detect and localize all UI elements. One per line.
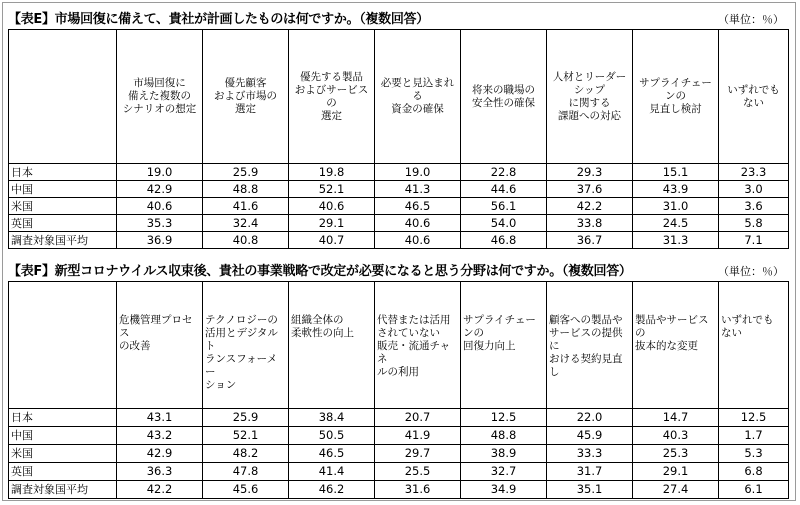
table-cell: 43.9	[633, 181, 719, 198]
table-cell: 12.5	[461, 409, 547, 427]
table-cell: 38.9	[461, 445, 547, 463]
table-row	[9, 481, 789, 499]
table-cell: 45.9	[547, 427, 633, 445]
table-cell: 32.7	[461, 463, 547, 481]
table-cell: 41.4	[289, 463, 375, 481]
table-cell: 43.2	[117, 427, 203, 445]
table-e-header-cell: 市場回復に 備えた複数の シナリオの想定	[117, 30, 203, 164]
table-cell: 24.5	[633, 215, 719, 232]
table-cell: 31.0	[633, 198, 719, 215]
table-e-section	[8, 8, 790, 246]
table-cell: 12.5	[719, 409, 789, 427]
table-f-header-cell: テクノロジーの 活用とデジタルト ランスフォーメー ション	[203, 282, 289, 409]
table-cell: 54.0	[461, 215, 547, 232]
table-cell: 46.5	[375, 198, 461, 215]
table-cell: 44.6	[461, 181, 547, 198]
table-cell: 29.1	[289, 215, 375, 232]
table-cell: 56.1	[461, 198, 547, 215]
table-cell: 22.8	[461, 164, 547, 181]
row-label: 米国	[9, 445, 117, 463]
table-e	[8, 29, 789, 249]
table-cell: 40.6	[375, 215, 461, 232]
table-cell: 47.8	[203, 463, 289, 481]
table-e-header-cell: サプライチェーンの 見直し検討	[633, 30, 719, 164]
table-cell: 46.8	[461, 232, 547, 249]
table-cell: 31.6	[375, 481, 461, 499]
table-e-unit: （単位：％）	[718, 13, 784, 26]
table-e-header-cell: 人材とリーダーシップ に関する 課題への対応	[547, 30, 633, 164]
table-cell: 1.7	[719, 427, 789, 445]
table-cell: 5.8	[719, 215, 789, 232]
table-cell: 41.9	[375, 427, 461, 445]
table-cell: 38.4	[289, 409, 375, 427]
row-label: 中国	[9, 181, 117, 198]
table-e-header-cell: 将来の職場の 安全性の確保	[461, 30, 547, 164]
table-cell: 6.1	[719, 481, 789, 499]
table-cell: 41.6	[203, 198, 289, 215]
table-cell: 27.4	[633, 481, 719, 499]
row-label: 調査対象国平均	[9, 481, 117, 499]
table-cell: 42.9	[117, 445, 203, 463]
table-row	[9, 215, 789, 232]
table-cell: 29.1	[633, 463, 719, 481]
table-cell: 29.7	[375, 445, 461, 463]
table-cell: 36.7	[547, 232, 633, 249]
table-cell: 46.2	[289, 481, 375, 499]
table-cell: 42.9	[117, 181, 203, 198]
table-f-corner-cell	[9, 282, 117, 409]
table-f-title: 【表F】新型コロナウイルス収束後、貴社の事業戦略で改定が必要になると思う分野は何ですか。（複数回答）	[8, 264, 632, 279]
table-cell: 40.6	[375, 232, 461, 249]
table-cell: 40.6	[289, 198, 375, 215]
table-e-header-row	[9, 30, 789, 164]
table-f-section	[8, 260, 790, 498]
table-cell: 37.6	[547, 181, 633, 198]
table-cell: 25.5	[375, 463, 461, 481]
table-row	[9, 181, 789, 198]
table-cell: 20.7	[375, 409, 461, 427]
table-cell: 42.2	[117, 481, 203, 499]
table-f-header-cell: 危機管理プロセス の改善	[117, 282, 203, 409]
table-cell: 40.6	[117, 198, 203, 215]
table-cell: 14.7	[633, 409, 719, 427]
row-label: 中国	[9, 427, 117, 445]
table-cell: 40.7	[289, 232, 375, 249]
table-cell: 33.3	[547, 445, 633, 463]
table-cell: 40.8	[203, 232, 289, 249]
table-cell: 32.4	[203, 215, 289, 232]
table-cell: 7.1	[719, 232, 789, 249]
table-cell: 34.9	[461, 481, 547, 499]
table-cell: 3.6	[719, 198, 789, 215]
table-cell: 23.3	[719, 164, 789, 181]
table-cell: 3.0	[719, 181, 789, 198]
table-cell: 31.3	[633, 232, 719, 249]
table-cell: 25.3	[633, 445, 719, 463]
table-cell: 35.1	[547, 481, 633, 499]
table-f-header-row	[9, 282, 789, 409]
table-cell: 40.3	[633, 427, 719, 445]
table-row	[9, 463, 789, 481]
table-cell: 52.1	[289, 181, 375, 198]
table-cell: 48.2	[203, 445, 289, 463]
table-row	[9, 198, 789, 215]
table-cell: 48.8	[203, 181, 289, 198]
table-cell: 48.8	[461, 427, 547, 445]
table-cell: 52.1	[203, 427, 289, 445]
table-cell: 36.3	[117, 463, 203, 481]
row-label: 米国	[9, 198, 117, 215]
table-cell: 36.9	[117, 232, 203, 249]
table-cell: 22.0	[547, 409, 633, 427]
table-f-header-cell: 組織全体の 柔軟性の向上	[289, 282, 375, 409]
row-label: 日本	[9, 164, 117, 181]
table-cell: 15.1	[633, 164, 719, 181]
table-f-header-cell: いずれでも ない	[719, 282, 789, 409]
table-f	[8, 281, 789, 499]
table-e-header-cell: 優先顧客 および市場の 選定	[203, 30, 289, 164]
table-cell: 33.8	[547, 215, 633, 232]
table-e-header-cell: 必要と見込まれる 資金の確保	[375, 30, 461, 164]
table-f-header-cell: 代替または活用 されていない 販売・流通チャネ ルの利用	[375, 282, 461, 409]
table-cell: 46.5	[289, 445, 375, 463]
table-row	[9, 445, 789, 463]
table-cell: 25.9	[203, 409, 289, 427]
table-f-header-cell: 製品やサービスの 抜本的な変更	[633, 282, 719, 409]
table-e-header-cell: いずれでも ない	[719, 30, 789, 164]
table-cell: 25.9	[203, 164, 289, 181]
table-cell: 19.8	[289, 164, 375, 181]
row-label: 日本	[9, 409, 117, 427]
table-cell: 50.5	[289, 427, 375, 445]
table-cell: 41.3	[375, 181, 461, 198]
table-e-header-cell: 優先する製品 およびサービスの 選定	[289, 30, 375, 164]
table-f-unit: （単位：％）	[718, 265, 784, 278]
table-cell: 19.0	[117, 164, 203, 181]
row-label: 調査対象国平均	[9, 232, 117, 249]
table-e-title: 【表E】市場回復に備えて、貴社が計画したものは何ですか。（複数回答）	[8, 12, 429, 27]
row-label: 英国	[9, 463, 117, 481]
table-row	[9, 427, 789, 445]
table-cell: 5.3	[719, 445, 789, 463]
table-cell: 31.7	[547, 463, 633, 481]
table-row	[9, 409, 789, 427]
table-cell: 45.6	[203, 481, 289, 499]
table-cell: 29.3	[547, 164, 633, 181]
table-row	[9, 232, 789, 249]
table-cell: 19.0	[375, 164, 461, 181]
table-row	[9, 164, 789, 181]
table-f-header-cell: サプライチェーンの 回復力向上	[461, 282, 547, 409]
table-cell: 6.8	[719, 463, 789, 481]
table-cell: 43.1	[117, 409, 203, 427]
table-f-header-cell: 顧客への製品や サービスの提供に おける契約見直 し	[547, 282, 633, 409]
table-cell: 42.2	[547, 198, 633, 215]
table-cell: 35.3	[117, 215, 203, 232]
row-label: 英国	[9, 215, 117, 232]
table-e-corner-cell	[9, 30, 117, 164]
